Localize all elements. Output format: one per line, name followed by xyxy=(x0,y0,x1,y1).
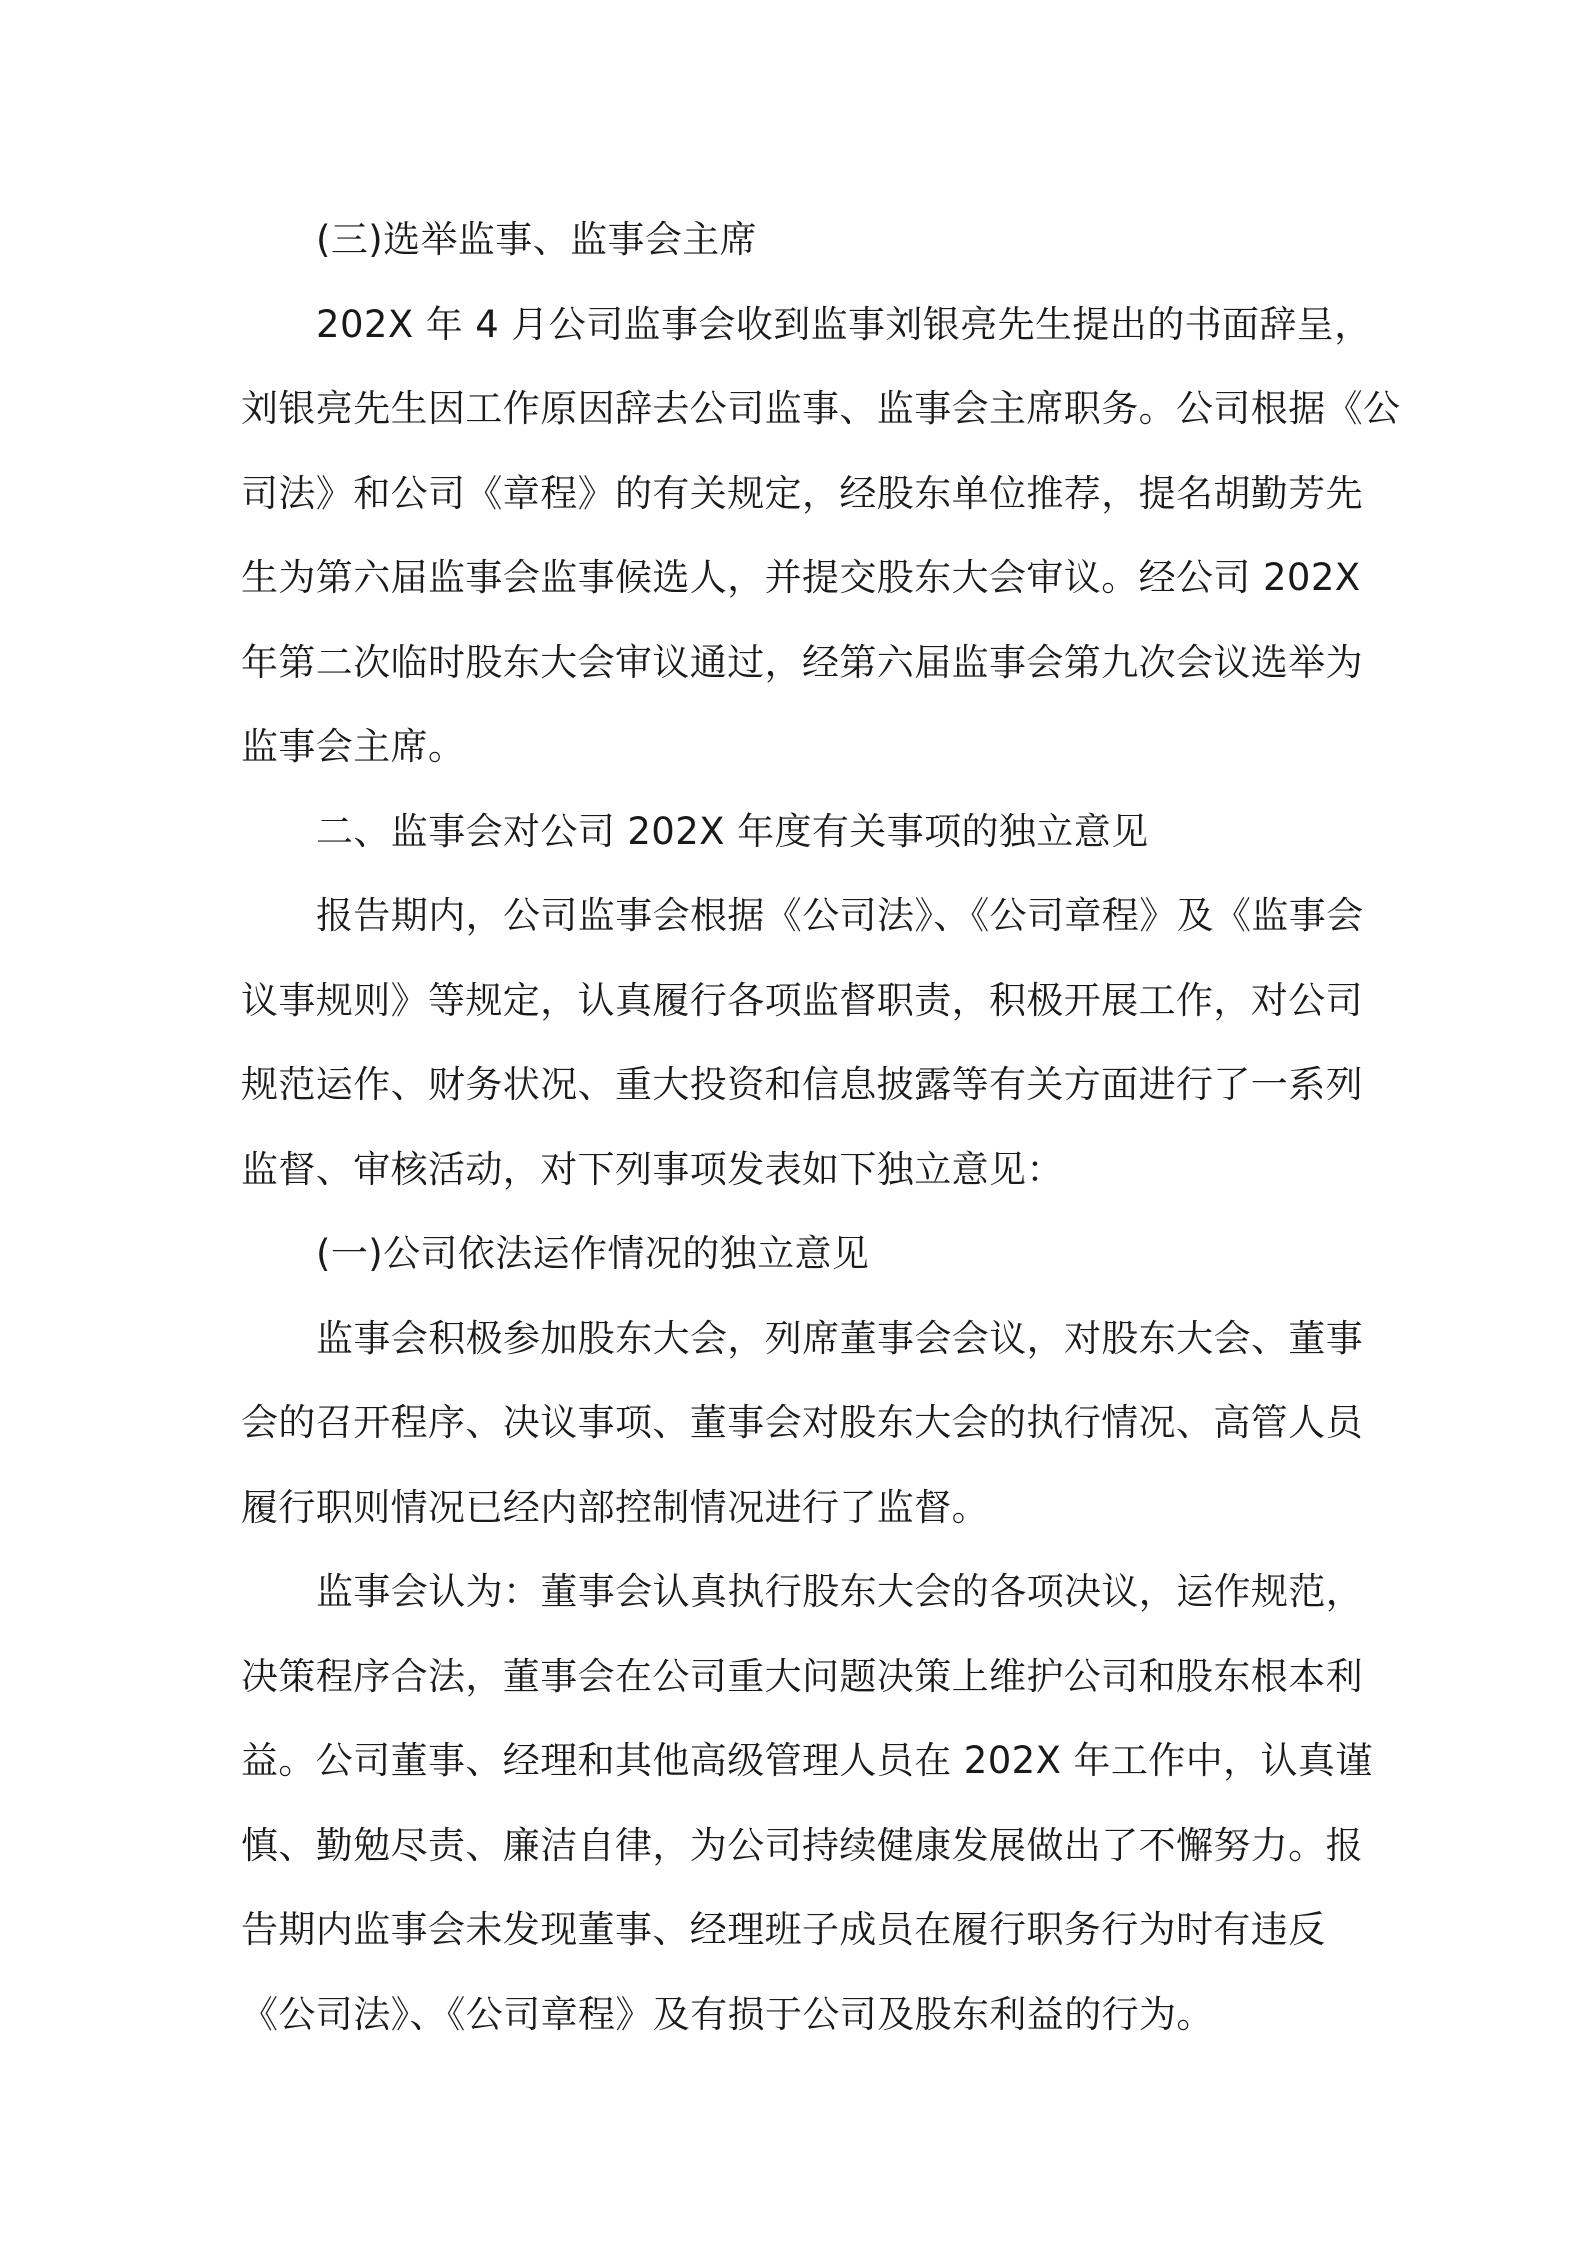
heading-3-elect-supervisors xyxy=(241,198,1353,283)
paragraph-reporting-period xyxy=(241,874,1364,1212)
paragraph-line: 告期内监事会未发现董事、经理班子成员在履行职务行为时有违反 xyxy=(241,1908,1326,1951)
paragraph-line: 报告期内，公司监事会根据《公司法》、《公司章程》及《监事会 xyxy=(316,894,1364,937)
paragraph-line: 202X 年 4 月公司监事会收到监事刘银亮先生提出的书面辞呈， xyxy=(316,302,1372,346)
paragraph-line: 益。公司董事、经理和其他高级管理人员在 202X 年工作中，认真谨 xyxy=(241,1739,1373,1782)
paragraph-resignation xyxy=(241,283,1401,790)
paragraph-line: 监事会积极参加股东大会，列席董事会会议，对股东大会、董事 xyxy=(316,1316,1364,1360)
paragraph-participation xyxy=(241,1297,1364,1551)
paragraph-line: 慎、勤勉尽责、廉洁自律，为公司持续健康发展做出了不懈努力。报 xyxy=(241,1823,1363,1867)
paragraph-line: 会的召开程序、决议事项、董事会对股东大会的执行情况、高管人员 xyxy=(241,1401,1363,1444)
paragraph-line: 监事会认为：董事会认真执行股东大会的各项决议，运作规范， xyxy=(316,1570,1364,1613)
paragraph-line: 履行职则情况已经内部控制情况进行了监督。 xyxy=(241,1485,989,1529)
heading-2-independent-opinions xyxy=(241,790,1353,875)
paragraph-line: 刘银亮先生因工作原因辞去公司监事、监事会主席职务。公司根据《公 xyxy=(241,387,1401,430)
paragraph-line: 司法》和公司《章程》的有关规定，经股东单位推荐，提名胡勤芳先 xyxy=(241,471,1363,515)
paragraph-line: 监事会主席。 xyxy=(241,725,466,768)
paragraph-line: 年第二次临时股东大会审议通过，经第六届监事会第九次会议选举为 xyxy=(241,640,1363,684)
paragraph-line: 生为第六届监事会监事候选人，并提交股东大会审议。经公司 202X xyxy=(241,556,1361,599)
paragraph-line: 议事规则》等规定，认真履行各项监督职责，积极开展工作，对公司 xyxy=(241,978,1363,1022)
heading-1-lawful-operation xyxy=(241,1212,1353,1297)
heading-line: 二、监事会对公司 202X 年度有关事项的独立意见 xyxy=(316,809,1149,853)
paragraph-line: 决策程序合法，董事会在公司重大问题决策上维护公司和股东根本利 xyxy=(241,1654,1363,1698)
heading-line: (三)选举监事、监事会主席 xyxy=(316,218,758,261)
document-body xyxy=(241,198,1401,2057)
paragraph-conclusion xyxy=(241,1550,1373,2057)
paragraph-line: 《公司法》、《公司章程》及有损于公司及股东利益的行为。 xyxy=(241,1992,1214,2036)
paragraph-line: 规范运作、财务状况、重大投资和信息披露等有关方面进行了一系列 xyxy=(241,1063,1363,1106)
heading-line: (一)公司依法运作情况的独立意见 xyxy=(316,1232,870,1275)
paragraph-line: 监督、审核活动，对下列事项发表如下独立意见： xyxy=(241,1147,1064,1191)
